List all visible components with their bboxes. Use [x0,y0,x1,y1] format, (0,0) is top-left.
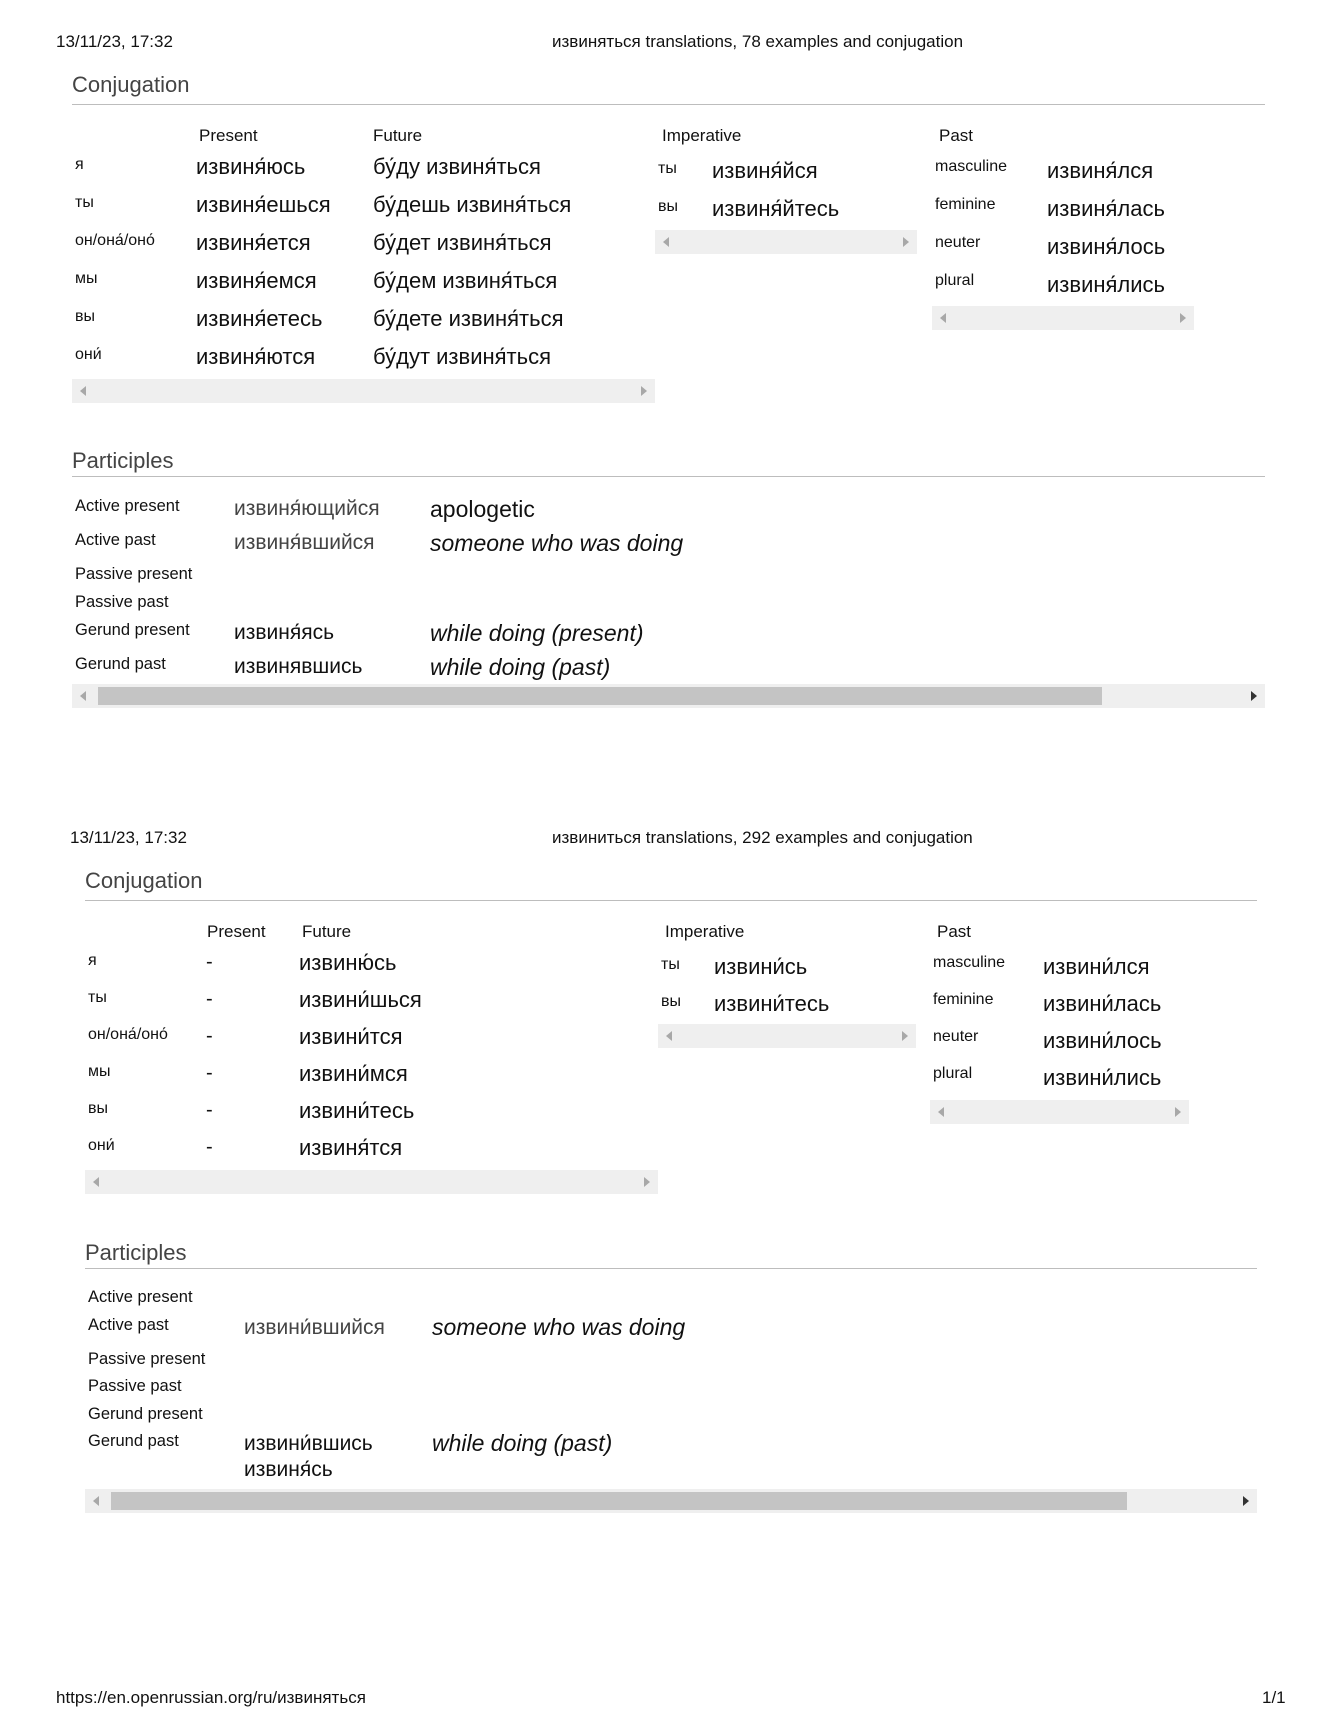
present-column-header: Present [207,922,266,941]
section-divider [72,104,1265,105]
participle-form: извини́вшийся [244,1316,385,1339]
participle-form: извинявшись [234,655,363,678]
present-column-header: Present [199,126,258,145]
scroll-left-icon[interactable] [940,313,946,323]
footer-page-number: 1/1 [1262,1688,1286,1707]
participle-label: Passive present [75,565,193,583]
imperative-column-header: Imperative [662,126,742,145]
imperative-table-scrollbar[interactable] [658,1024,916,1048]
future-column-header: Future [373,126,423,145]
pronoun-cell: они́ [88,1137,115,1154]
present-form-cell: - [206,1025,213,1047]
participle-form: извиня́ющийся [234,497,380,520]
participle-form: извини́вшись [244,1432,373,1455]
past-form: извини́лся [1043,954,1150,979]
past-label: feminine [933,991,994,1008]
present-form-cell: извиня́етесь [196,306,323,331]
pronoun-cell: вы [88,1100,108,1117]
present-form-cell: извиня́емся [196,268,317,293]
past-form: извини́лась [1043,991,1162,1016]
present-form-cell: - [206,951,213,973]
participles-scrollbar[interactable] [85,1489,1257,1513]
scroll-left-icon[interactable] [80,691,86,701]
past-form: извиня́лось [1047,234,1166,259]
participle-label: Passive past [75,593,169,611]
past-table-scrollbar[interactable] [930,1100,1189,1124]
past-label: masculine [935,158,1008,175]
future-form-cell: извини́тесь [299,1098,415,1123]
participle-label: Gerund past [88,1432,179,1450]
participle-label: Active past [75,531,156,549]
present-form-cell: - [206,1099,213,1121]
imperative-column-header: Imperative [665,922,745,941]
future-form-cell: извини́мся [299,1061,408,1086]
participle-form: извиня́ясь [234,621,335,644]
future-form-cell: извини́шься [299,987,422,1012]
participle-translation: while doing (past) [432,1430,613,1456]
scroll-right-icon[interactable] [641,386,647,396]
pronoun-cell: мы [88,1063,111,1080]
section-divider [72,476,1265,477]
past-label: plural [933,1065,973,1082]
participle-label: Active present [75,497,180,515]
pronoun-cell: мы [75,270,98,287]
future-form-cell: извини́тся [299,1024,403,1049]
present-form-cell: - [206,1062,213,1084]
present-form-cell: извиня́ются [196,344,316,369]
present-form-cell: извиня́ется [196,230,311,255]
past-form: извиня́лся [1047,158,1154,183]
participle-translation: someone who was doing [432,1314,686,1340]
past-form: извиня́лась [1047,196,1165,221]
scroll-right-icon[interactable] [903,237,909,247]
participle-label: Passive present [88,1350,206,1368]
pronoun-cell: ты [88,989,107,1006]
present-form-cell: извиня́юсь [196,154,306,179]
participle-translation: apologetic [430,496,535,522]
section-divider [85,900,1257,901]
past-label: neuter [935,234,981,251]
participle-label: Passive past [88,1377,182,1395]
scrollbar-thumb[interactable] [111,1492,1127,1510]
imperative-table-scrollbar[interactable] [655,230,917,254]
past-label: neuter [933,1028,979,1045]
participles-scrollbar[interactable] [72,684,1265,708]
imperative-pronoun: ты [661,956,680,973]
future-form-cell: бу́дем извиня́ться [373,268,558,293]
pronoun-cell: я [75,156,84,173]
scroll-left-icon[interactable] [80,386,86,396]
participle-label: Gerund present [75,621,190,639]
past-form: извиня́лись [1047,272,1166,297]
scrollbar-thumb[interactable] [98,687,1102,705]
scroll-left-icon[interactable] [93,1177,99,1187]
future-form-cell: извиню́сь [299,950,397,975]
future-column-header: Future [302,922,352,941]
scroll-right-icon[interactable] [902,1031,908,1041]
conjugation-heading: Conjugation [85,868,203,893]
imperative-form: извиня́йся [712,158,818,183]
imperative-form: извини́сь [714,954,808,979]
past-label: plural [935,272,975,289]
pronoun-cell: я [88,952,97,969]
participle-translation: while doing (past) [430,654,611,680]
scroll-right-icon[interactable] [1243,1496,1249,1506]
header-date: 13/11/23, 17:32 [70,828,187,847]
scroll-right-icon[interactable] [1251,691,1257,701]
pronoun-cell: он/она́/оно́ [88,1026,168,1043]
past-label: feminine [935,196,996,213]
past-column-header: Past [939,126,974,145]
header-date: 13/11/23, 17:32 [56,32,173,51]
scroll-right-icon[interactable] [1180,313,1186,323]
section-divider [85,1268,1257,1269]
scroll-left-icon[interactable] [666,1031,672,1041]
participle-label: Gerund present [88,1405,203,1423]
imperative-form: извиня́йтесь [712,196,840,221]
scroll-right-icon[interactable] [644,1177,650,1187]
future-form-cell: извиня́тся [299,1135,403,1160]
participle-translation: while doing (present) [430,620,644,646]
present-form-cell: - [206,1136,213,1158]
imperative-pronoun: вы [661,993,681,1010]
scroll-right-icon[interactable] [1175,1107,1181,1117]
past-column-header: Past [937,922,972,941]
participles-heading: Participles [72,448,174,473]
conjugation-table-scrollbar[interactable] [85,1170,658,1194]
participle-translation: someone who was doing [430,530,684,556]
participles-heading: Participles [85,1240,187,1265]
future-form-cell: бу́дет извиня́ться [373,230,552,255]
pronoun-cell: ты [75,194,94,211]
scroll-left-icon[interactable] [663,237,669,247]
participle-label: Gerund past [75,655,166,673]
past-form: извини́лось [1043,1028,1162,1053]
scroll-left-icon[interactable] [938,1107,944,1117]
past-table-scrollbar[interactable] [932,306,1194,330]
conjugation-table-scrollbar[interactable] [72,379,655,403]
imperative-form: извини́тесь [714,991,830,1016]
participle-label: Active past [88,1316,169,1334]
scroll-left-icon[interactable] [93,1496,99,1506]
participle-form-alt: извиня́сь [244,1458,333,1481]
present-form-cell: - [206,988,213,1010]
imperative-pronoun: ты [658,160,677,177]
past-form: извини́лись [1043,1065,1162,1090]
header-title: извиняться translations, 78 examples and conjugation [552,32,964,51]
pronoun-cell: они́ [75,346,102,363]
future-form-cell: бу́дете извиня́ться [373,306,564,331]
footer-url[interactable]: https://en.openrussian.org/ru/извиняться [56,1688,366,1707]
future-form-cell: бу́дешь извиня́ться [373,192,572,217]
future-form-cell: бу́дут извиня́ться [373,344,552,369]
header-title: извиниться translations, 292 examples and conjugation [552,828,973,847]
past-label: masculine [933,954,1006,971]
participle-label: Active present [88,1288,193,1306]
pronoun-cell: он/она́/оно́ [75,232,155,249]
pronoun-cell: вы [75,308,95,325]
future-form-cell: бу́ду извиня́ться [373,154,541,179]
participle-form: извиня́вшийся [234,531,375,554]
present-form-cell: извиня́ешься [196,192,331,217]
conjugation-heading: Conjugation [72,72,190,97]
imperative-pronoun: вы [658,198,678,215]
